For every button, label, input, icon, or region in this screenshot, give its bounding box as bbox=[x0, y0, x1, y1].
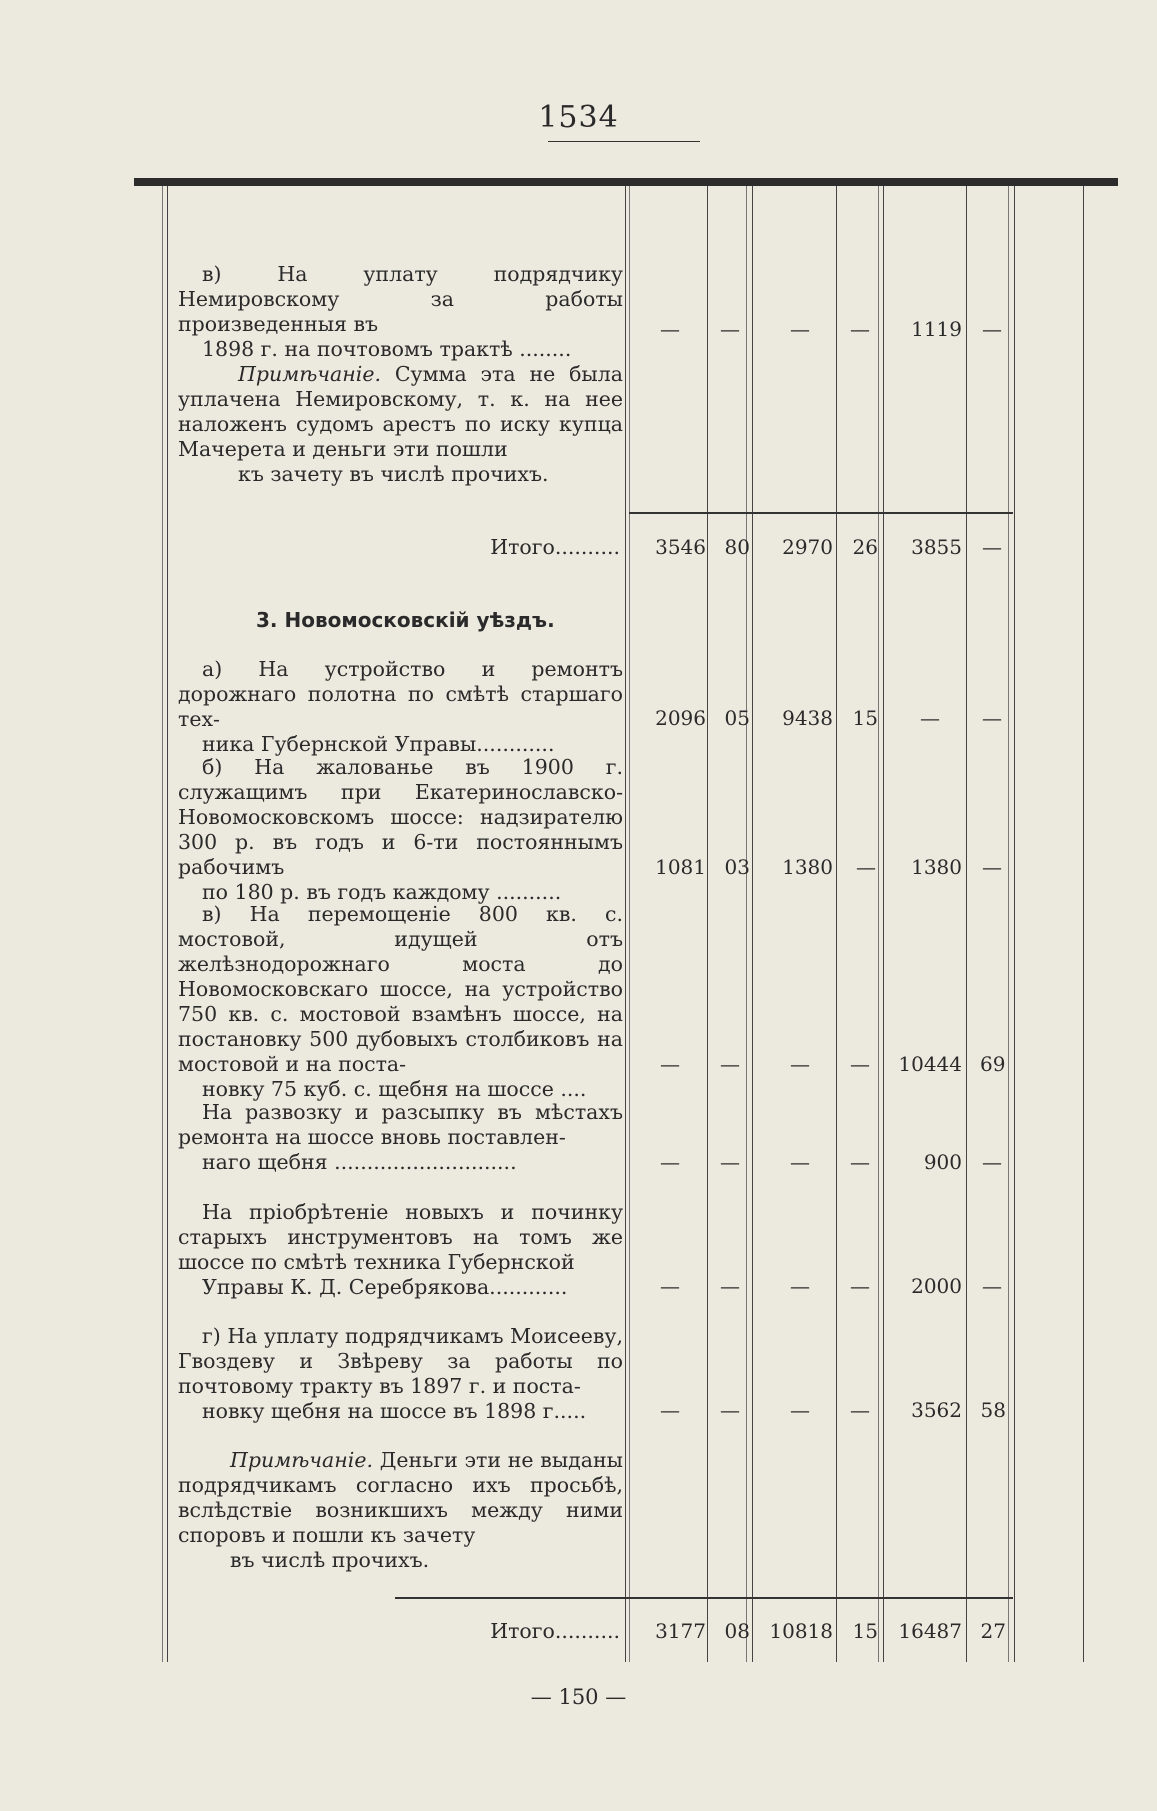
note-text: Деньги эти не выданы подрядчикамъ согласно ихъ просьбѣ, вслѣдствіе возникшихъ между ними споровъ и пошли къ зачету bbox=[178, 1448, 623, 1547]
total-cell: — bbox=[982, 535, 1002, 559]
amount-cell: — bbox=[850, 1274, 870, 1298]
item-text-last: 1898 г. на почтовомъ трактѣ ........ bbox=[202, 337, 572, 361]
column-line bbox=[966, 186, 967, 1662]
total-label: Итого.......... bbox=[490, 535, 620, 559]
note-paragraph bbox=[178, 362, 623, 487]
total-rule bbox=[629, 512, 1013, 514]
amount-cell: — bbox=[790, 1052, 810, 1076]
amount-cell: 9438 bbox=[782, 706, 833, 730]
total-cell: 08 bbox=[724, 1619, 750, 1643]
list-item bbox=[178, 755, 623, 905]
amount-cell: — bbox=[850, 317, 870, 341]
column-line bbox=[167, 186, 168, 1662]
total-label: Итого.......... bbox=[490, 1619, 620, 1643]
total-cell: 10818 bbox=[769, 1619, 833, 1643]
amount-cell: — bbox=[660, 1150, 680, 1174]
amount-cell: — bbox=[982, 1274, 1002, 1298]
amount-cell: 03 bbox=[724, 855, 750, 879]
amount-cell: 1119 bbox=[911, 317, 962, 341]
column-line bbox=[162, 186, 163, 1662]
amount-cell: — bbox=[920, 706, 940, 730]
amount-cell: — bbox=[720, 1052, 740, 1076]
amount-cell: — bbox=[982, 1150, 1002, 1174]
total-cell: 3546 bbox=[655, 535, 706, 559]
amount-cell: 2000 bbox=[911, 1274, 962, 1298]
amount-cell: — bbox=[790, 1150, 810, 1174]
item-text: в) На уплату подрядчику Немировскому за работы произведенныя въ bbox=[178, 262, 623, 336]
item-text-last: наго щебня ............................ bbox=[202, 1150, 517, 1174]
total-cell: 2970 bbox=[782, 535, 833, 559]
item-text: г) На уплату подрядчикамъ Моисееву, Гвоздеву и Звѣреву за работы по почтовому тракту въ 1897 г. и поста- bbox=[178, 1324, 623, 1398]
amount-cell: — bbox=[982, 706, 1002, 730]
note-label: Примѣчаніе. bbox=[238, 362, 381, 386]
column-line bbox=[1083, 186, 1084, 1662]
amount-cell: — bbox=[790, 1274, 810, 1298]
amount-cell: 05 bbox=[724, 706, 750, 730]
amount-cell: 69 bbox=[980, 1052, 1006, 1076]
amount-cell: — bbox=[720, 317, 740, 341]
item-text-last: по 180 р. въ годъ каждому .......... bbox=[202, 880, 562, 904]
list-item bbox=[178, 1324, 623, 1424]
list-item bbox=[178, 1200, 623, 1300]
item-text-last: новку щебня на шоссе въ 1898 г..... bbox=[202, 1399, 587, 1423]
total-cell: 3177 bbox=[655, 1619, 706, 1643]
column-line bbox=[629, 186, 630, 1662]
column-line bbox=[878, 186, 879, 1662]
item-text-last: ника Губернской Управы............ bbox=[202, 732, 555, 756]
amount-cell: — bbox=[660, 1398, 680, 1422]
amount-cell: 15 bbox=[852, 706, 878, 730]
note-text-last: къ зачету въ числѣ прочихъ. bbox=[238, 462, 549, 486]
item-text: На пріобрѣтеніе новыхъ и починку старыхъ инструментовъ на томъ же шоссе по смѣтѣ техника Губернской bbox=[178, 1200, 623, 1274]
amount-cell: 10444 bbox=[898, 1052, 962, 1076]
amount-cell: 58 bbox=[980, 1398, 1006, 1422]
note-label: Примѣчаніе. bbox=[230, 1448, 373, 1472]
item-text: б) На жалованье въ 1900 г. служащимъ при Екатеринославско-Новомосковскомъ шоссе: надзирателю 300 р. въ годъ и 6-ти постояннымъ рабочимъ bbox=[178, 755, 623, 879]
column-line bbox=[836, 186, 837, 1662]
item-text: в) На перемощеніе 800 кв. с. мостовой, идущей отъ желѣзнодорожнаго моста до Новомосковскаго шоссе, на устройство 750 кв. с. мостовой взамѣнъ шоссе, на постановку 500 дубовыхъ столбиковъ на мостовой и на поста- bbox=[178, 902, 623, 1076]
amount-cell: 1380 bbox=[911, 855, 962, 879]
amount-cell: — bbox=[660, 1274, 680, 1298]
amount-cell: — bbox=[720, 1274, 740, 1298]
footer-page-number: — 150 — bbox=[530, 1685, 627, 1709]
amount-cell: — bbox=[720, 1150, 740, 1174]
column-line bbox=[707, 186, 708, 1662]
section-heading: 3. Новомосковскій уѣздъ. bbox=[256, 608, 555, 632]
column-line bbox=[883, 186, 884, 1662]
item-text: а) На устройство и ремонтъ дорожнаго полотна по смѣтѣ старшаго тех- bbox=[178, 657, 623, 731]
amount-cell: — bbox=[850, 1398, 870, 1422]
note-text: Сумма эта не была уплачена Немировскому, т. к. на нее наложенъ судомъ арестъ по иску купца Мачерета и деньги эти пошли bbox=[178, 362, 623, 461]
note-text-last: въ числѣ прочихъ. bbox=[230, 1548, 430, 1572]
amount-cell: — bbox=[790, 317, 810, 341]
amount-cell: — bbox=[850, 1150, 870, 1174]
list-item bbox=[178, 902, 623, 1102]
page-number-rule bbox=[548, 141, 700, 142]
amount-cell: — bbox=[660, 1052, 680, 1076]
amount-cell: 1380 bbox=[782, 855, 833, 879]
amount-cell: — bbox=[790, 1398, 810, 1422]
list-item bbox=[178, 657, 623, 757]
total-rule bbox=[395, 1597, 1013, 1599]
total-cell: 26 bbox=[852, 535, 878, 559]
column-line bbox=[746, 186, 747, 1662]
column-line bbox=[1008, 186, 1009, 1662]
amount-cell: 1081 bbox=[655, 855, 706, 879]
item-text-last: Управы К. Д. Серебрякова............ bbox=[202, 1275, 568, 1299]
amount-cell: 2096 bbox=[655, 706, 706, 730]
amount-cell: 900 bbox=[923, 1150, 962, 1174]
item-text-last: новку 75 куб. с. щебня на шоссе .... bbox=[202, 1077, 587, 1101]
column-line bbox=[752, 186, 753, 1662]
column-line bbox=[1014, 186, 1015, 1662]
amount-cell: — bbox=[660, 317, 680, 341]
item-text: На развозку и разсыпку въ мѣстахъ ремонта на шоссе вновь поставлен- bbox=[178, 1100, 623, 1149]
list-item bbox=[178, 262, 623, 362]
note-paragraph bbox=[178, 1448, 623, 1573]
page-number: 1534 bbox=[538, 100, 619, 135]
amount-cell: 3562 bbox=[911, 1398, 962, 1422]
amount-cell: — bbox=[850, 1052, 870, 1076]
amount-cell: — bbox=[720, 1398, 740, 1422]
amount-cell: — bbox=[982, 317, 1002, 341]
total-cell: 80 bbox=[724, 535, 750, 559]
amount-cell: — bbox=[856, 855, 876, 879]
list-item bbox=[178, 1100, 623, 1175]
table-top-rule bbox=[134, 178, 1118, 186]
column-line bbox=[625, 186, 626, 1662]
total-cell: 15 bbox=[852, 1619, 878, 1643]
total-cell: 3855 bbox=[911, 535, 962, 559]
total-cell: 16487 bbox=[898, 1619, 962, 1643]
amount-cell: — bbox=[982, 855, 1002, 879]
total-cell: 27 bbox=[980, 1619, 1006, 1643]
